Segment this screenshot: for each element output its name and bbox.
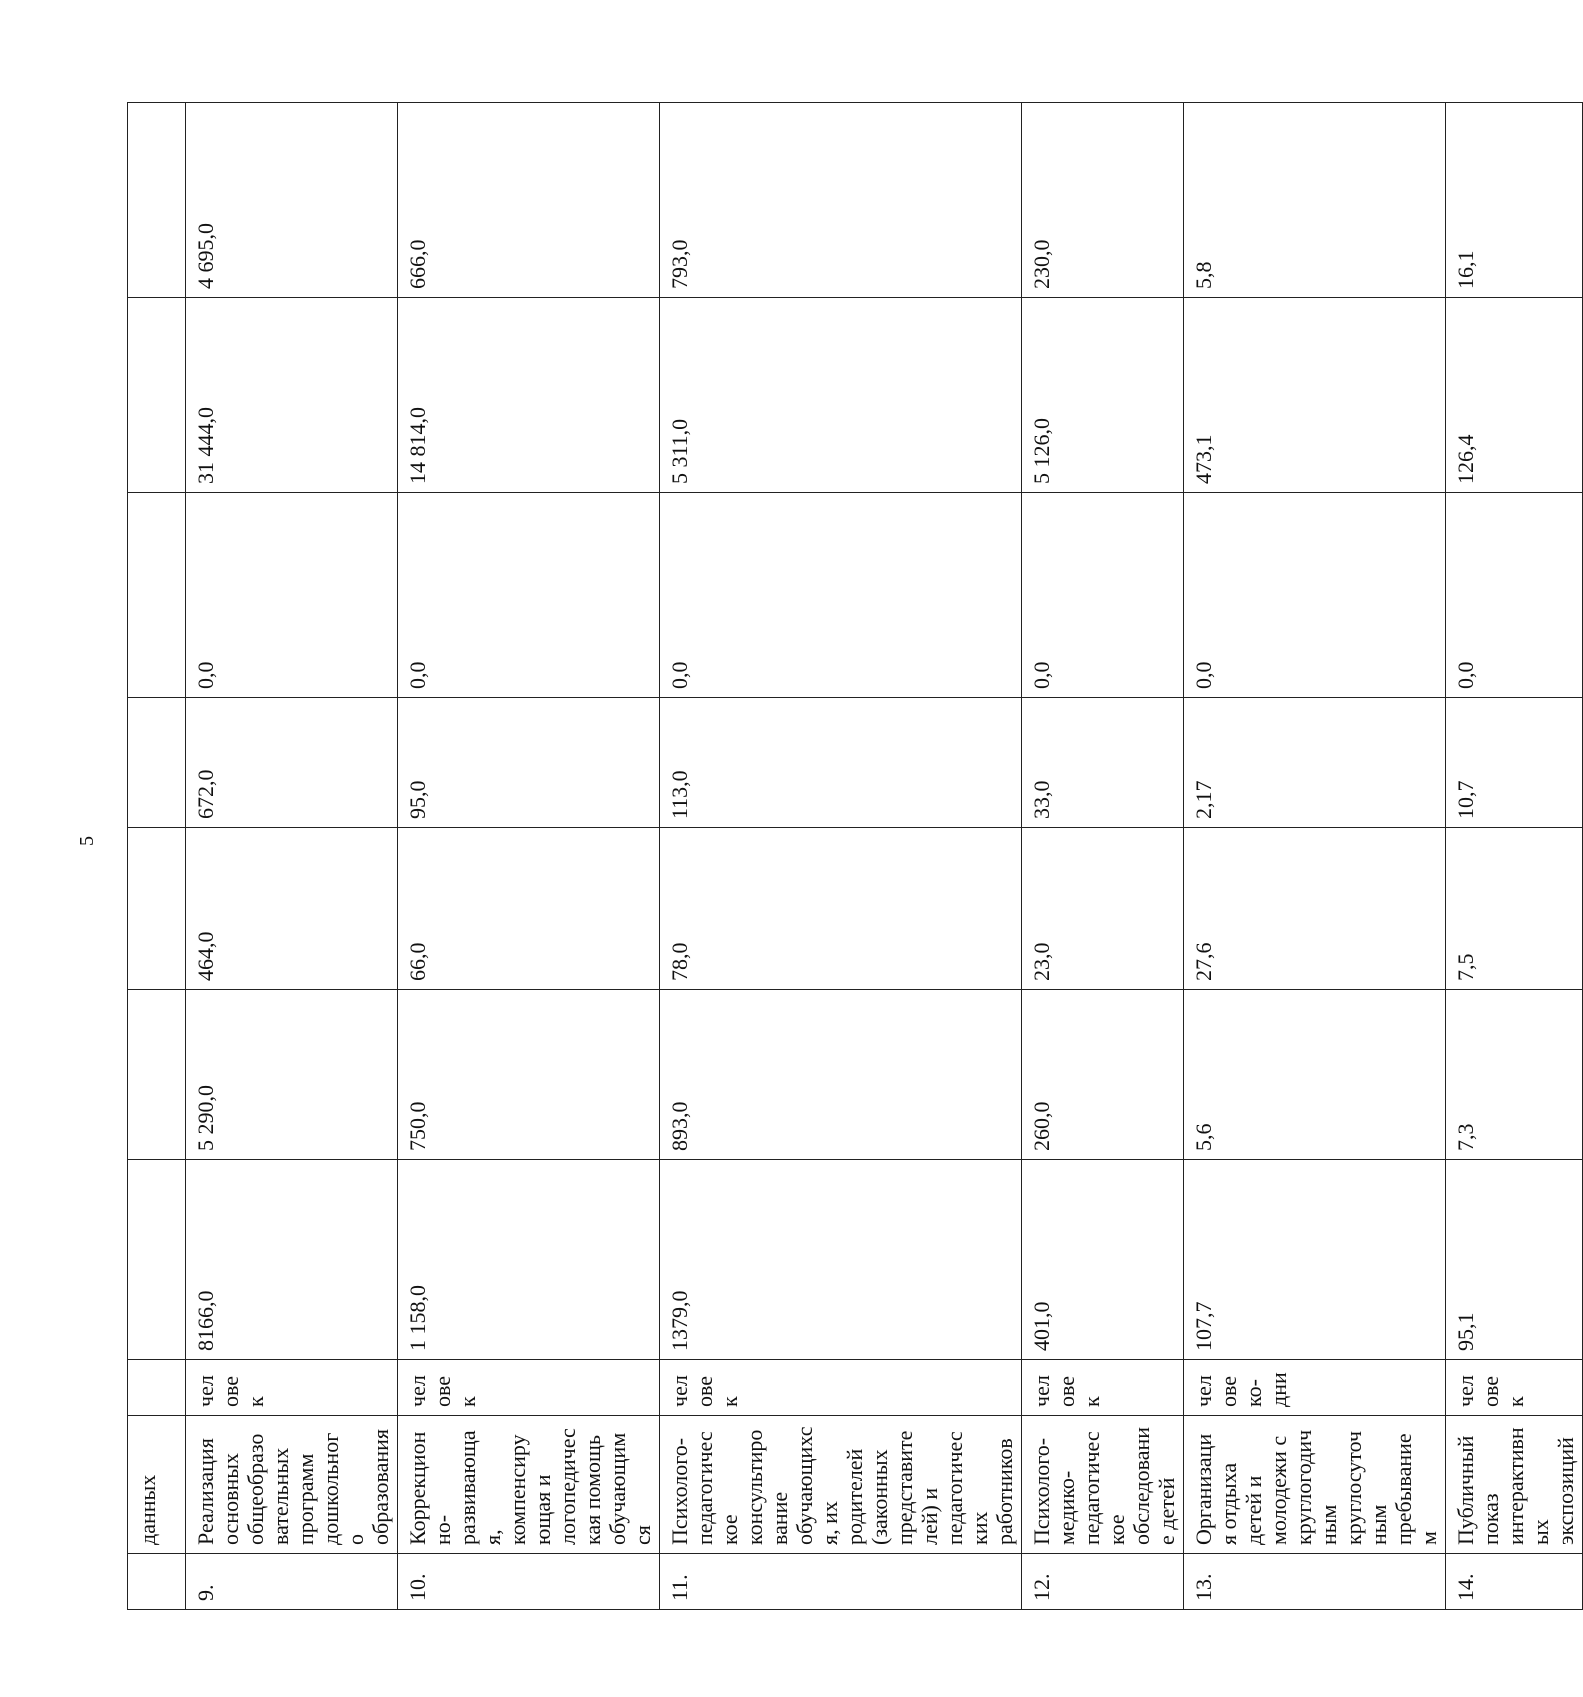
header-cell [128, 698, 186, 828]
unit: человеко-дни [1184, 1360, 1446, 1416]
value-cell: 5 311,0 [660, 298, 1022, 493]
value-cell: 793,0 [660, 103, 1022, 298]
value-cell: 750,0 [398, 990, 660, 1160]
service-name: Психолого-педагогическое консультирование обучающихся, их родителей (законных представителей) и педагогических работников [660, 1416, 1022, 1554]
header-cell [128, 828, 186, 990]
value-cell: 230,0 [1022, 103, 1184, 298]
row-number: 13. [1184, 1554, 1446, 1610]
value-cell: 1 158,0 [398, 1160, 660, 1360]
header-cell [128, 990, 186, 1160]
value-cell: 8166,0 [186, 1160, 398, 1360]
value-cell: 95,1 [1446, 1160, 1583, 1360]
page-number: 5 [76, 836, 98, 846]
header-cell [128, 103, 186, 298]
value-cell: 126,4 [1446, 298, 1583, 493]
row-number: 14. [1446, 1554, 1583, 1610]
value-cell: 5 290,0 [186, 990, 398, 1160]
header-cell [128, 493, 186, 698]
value-cell: 31 444,0 [186, 298, 398, 493]
row-number: 12. [1022, 1554, 1184, 1610]
unit: человек [398, 1360, 660, 1416]
value-cell: 7,5 [1446, 828, 1583, 990]
value-cell: 0,0 [398, 493, 660, 698]
table-row [1184, 103, 1446, 1610]
service-name: Организация отдыха детей и молодежи с круглогодичным круглосуточным пребыванием [1184, 1416, 1446, 1554]
header-cell [128, 298, 186, 493]
value-cell: 473,1 [1184, 298, 1446, 493]
value-cell: 1379,0 [660, 1160, 1022, 1360]
unit: человек [1022, 1360, 1184, 1416]
service-name: Публичный показ интерактивных экспозиций [1446, 1416, 1583, 1554]
value-cell: 5,8 [1184, 103, 1446, 298]
unit: человек [660, 1360, 1022, 1416]
row-number: 11. [660, 1554, 1022, 1610]
unit: человек [1446, 1360, 1583, 1416]
table-row [186, 103, 398, 1610]
header-cell [128, 1160, 186, 1360]
value-cell: 16,1 [1446, 103, 1583, 298]
value-cell: 0,0 [1446, 493, 1583, 698]
value-cell: 666,0 [398, 103, 660, 298]
value-cell: 893,0 [660, 990, 1022, 1160]
data-table [127, 102, 1583, 1610]
value-cell: 23,0 [1022, 828, 1184, 990]
row-number: 9. [186, 1554, 398, 1610]
value-cell: 95,0 [398, 698, 660, 828]
value-cell: 672,0 [186, 698, 398, 828]
value-cell: 464,0 [186, 828, 398, 990]
table-row [398, 103, 660, 1610]
value-cell: 10,7 [1446, 698, 1583, 828]
value-cell: 4 695,0 [186, 103, 398, 298]
value-cell: 33,0 [1022, 698, 1184, 828]
service-name: Реализация основных общеобразовательных программ дошкольного образования [186, 1416, 398, 1554]
header-cell [128, 1554, 186, 1610]
value-cell: 0,0 [1022, 493, 1184, 698]
value-cell: 2,17 [1184, 698, 1446, 828]
rotated-table-container [127, 103, 1578, 1610]
value-cell: 0,0 [1184, 493, 1446, 698]
unit: человек [186, 1360, 398, 1416]
value-cell: 113,0 [660, 698, 1022, 828]
header-cell [128, 1360, 186, 1416]
table-header-row [128, 103, 186, 1610]
value-cell: 107,7 [1184, 1160, 1446, 1360]
value-cell: 0,0 [660, 493, 1022, 698]
value-cell: 27,6 [1184, 828, 1446, 990]
table-row [660, 103, 1022, 1610]
table-row [1446, 103, 1583, 1610]
value-cell: 401,0 [1022, 1160, 1184, 1360]
row-number: 10. [398, 1554, 660, 1610]
value-cell: 260,0 [1022, 990, 1184, 1160]
value-cell: 7,3 [1446, 990, 1583, 1160]
value-cell: 0,0 [186, 493, 398, 698]
value-cell: 5 126,0 [1022, 298, 1184, 493]
service-name: Коррекционно-развивающая, компенсирующая и логопедическая помощь обучающимся [398, 1416, 660, 1554]
service-name: Психолого-медико-педагогическое обследование детей [1022, 1416, 1184, 1554]
value-cell: 66,0 [398, 828, 660, 990]
table-row [1022, 103, 1184, 1610]
value-cell: 14 814,0 [398, 298, 660, 493]
value-cell: 78,0 [660, 828, 1022, 990]
value-cell: 5,6 [1184, 990, 1446, 1160]
header-cell: данных [128, 1416, 186, 1554]
